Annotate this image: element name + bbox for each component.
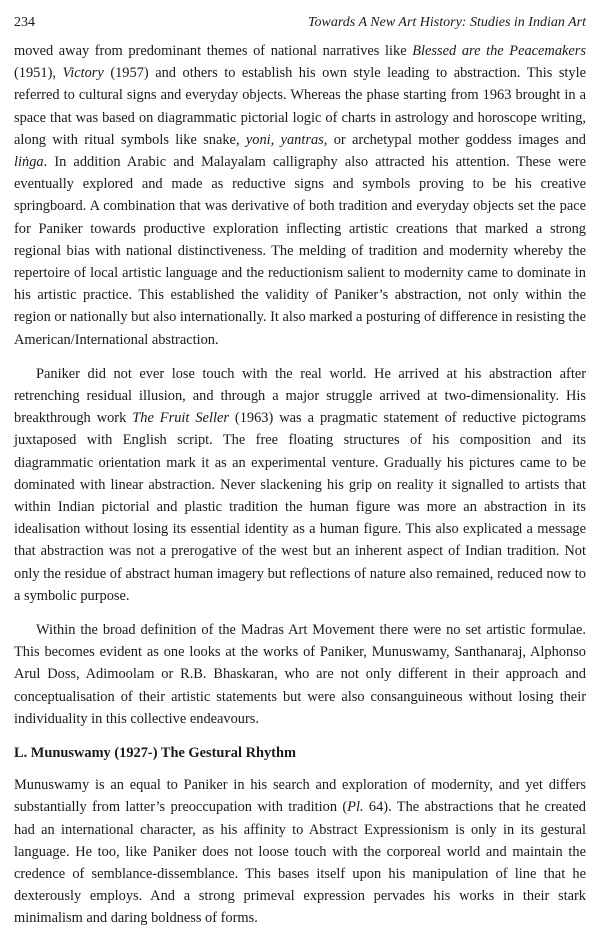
paragraph-1-text: . In addition Arabic and Malayalam calligraphy also attracted his attention. These were eventually explored and made as reductive signs and symbols proving to be his creative springboard. A combination that was derivative of both tradition and everyday objects set the pace for Paniker towards productive exploration inflecting artistic creations that marked a strong regional bias with national distinctiveness. The melding of tradition and modernity whereby the repertoire of local artistic language and the reductionism salient to modernity came to dominate in his artistic practice. This established the validity of Paniker’s abstraction, not only within the region or nationally but also internationally. It also marked a posturing of difference in resisting the American/International abstraction. xyxy=(14,154,586,348)
paragraph-spacer xyxy=(14,764,586,774)
artwork-title-fruit-seller: The Fruit Seller xyxy=(132,410,229,427)
paragraph-4-text: 64). The abstractions that he created had an international character, as his affinity to Abstract Expressionism is only in its gestural language. He too, like Paniker does not loose touch with the corporeal world and maintain the credence of semblance-dissemblance. This bases itself upon his manipulation of line that he dexterously employs. And a strong primeval expression pervades his works in their stark minimalism and daring boldness of forms. xyxy=(14,799,586,927)
paragraph-1 xyxy=(14,40,586,351)
paragraph-1-text: moved away from predominant themes of national narratives like xyxy=(14,43,413,59)
paragraph-1-text: or archetypal mother goddess images and xyxy=(327,131,586,148)
paragraph-4 xyxy=(14,774,586,929)
plate-reference: Pl. xyxy=(347,799,364,816)
paragraph-2-text: Paniker did not ever lose touch with the real world. He arrived at his abstraction after retrenching residual illusion, and through a major struggle arrived at two-dimensionality. His breakthrough work xyxy=(14,365,586,427)
book-page xyxy=(14,14,586,930)
running-title: Towards A New Art History: Studies in Indian Art xyxy=(308,15,586,30)
paragraph-2-text: (1963) was a pragmatic statement of reductive pictograms juxtaposed with English script. The free floating structures of his composition and its diagrammatic orientation mark it as an experimental venture. Gradually his pictures came to be dominated with linear abstraction. Never slackening his grip on reality it signalled to artists that within Indian pictorial and plastic tradition the human figure was more an abstraction in its idealisation without losing its essential identity as a human figure. This also explicated a message that abstraction was not a prerogative of the west but an inherent aspect of Indian tradition. Not only the residue of abstract human imagery but reflections of nature also remained, reduced now to a symbolic purpose. xyxy=(14,410,586,604)
paragraph-1-text: (1957) and others to establish his own style leading to abstraction. This style referred to cultural signs and everyday objects. Whereas the phase starting from 1963 brought in a space that was based on diagrammatic pictorial logic of charts in astrology and horoscope writing, along with ritual symbols like snake, xyxy=(14,65,587,148)
paragraph-1-text: (1951), xyxy=(14,65,63,82)
term-linga: liṅga xyxy=(14,154,44,171)
paragraph-spacer xyxy=(14,730,586,742)
artwork-title-blessed-peacemakers: Blessed are the Peacemakers xyxy=(412,43,586,59)
running-header xyxy=(14,14,586,32)
term-yoni-yantras: yoni, yantras, xyxy=(245,131,328,148)
paragraph-4-text: Munuswamy is an equal to Paniker in his search and exploration of modernity, and yet differs substantially from latter’s preoccupation with tradition ( xyxy=(14,777,586,816)
artwork-title-victory: Victory xyxy=(62,65,104,82)
paragraph-3: Within the broad definition of the Madras Art Movement there were no set artistic formulae. This becomes evident as one looks at the works of Paniker, Munuswamy, Santhanaraj, Alphonso Arul Doss, Adimoolam or R.B. Bhaskaran, who are not only different in their approach and conceptualisation of their artistic statements but were also consanguineous without losing their individuality in this collective endeavours. xyxy=(14,622,586,727)
page-number: 234 xyxy=(14,15,35,30)
section-heading: L. Munuswamy (1927-) The Gestural Rhythm xyxy=(14,745,296,762)
paragraph-2 xyxy=(14,363,586,607)
paragraph-spacer xyxy=(14,607,586,619)
paragraph-spacer xyxy=(14,351,586,363)
